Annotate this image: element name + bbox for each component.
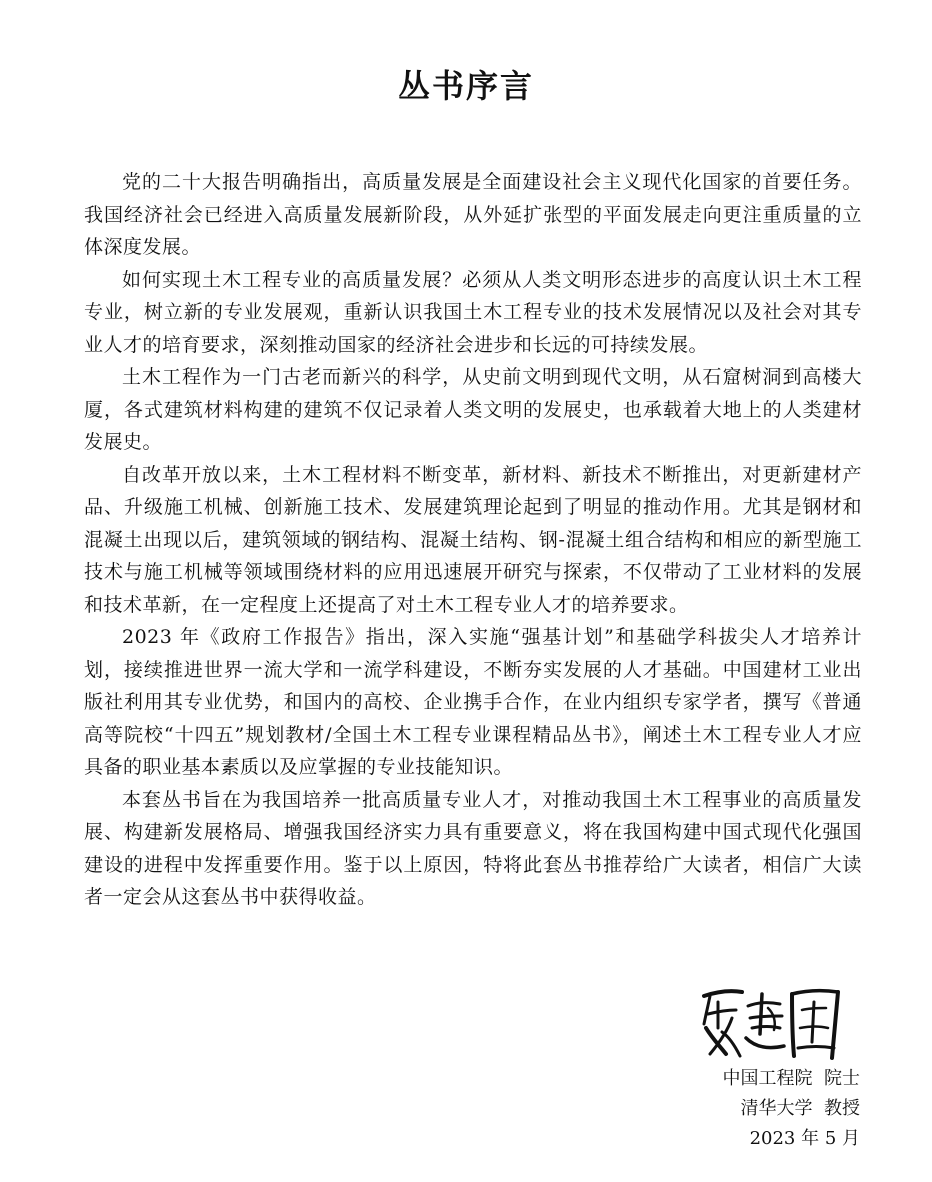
paragraph: 本套丛书旨在为我国培养一批高质量专业人才，对推动我国土木工程事业的高质量发展、构建新发展格局、增强我国经济实力具有重要意义，将在我国构建中国式现代化强国建设的进程中发挥重要作用。鉴于以上原因，特将此套丛书推荐给广大读者，相信广大读者一定会从这套丛书中获得收益。 xyxy=(84,788,862,908)
signoff-block xyxy=(680,1064,860,1154)
signoff-university: 清华大学 教授 xyxy=(740,1098,860,1119)
paragraph: 土木工程作为一门古老而新兴的科学，从史前文明到现代文明，从石窟树洞到高楼大厦，各式建筑材料构建的建筑不仅记录着人类文明的发展史，也承载着大地上的人类建材发展史。 xyxy=(84,366,862,453)
paragraph: 如何实现土木工程专业的高质量发展？必须从人类文明形态进步的高度认识土木工程专业，树立新的专业发展观，重新认识我国土木工程专业的技术发展情况以及社会对其专业人才的培育要求，深刻推动国家的经济社会进步和长远的可持续发展。 xyxy=(84,268,862,356)
paragraph: 2023 年《政府工作报告》指出，深入实施“强基计划”和基础学科拔尖人才培养计划，接续推进世界一流大学和一流学科建设，不断夯实发展的人才基础。中国建材工业出版社利用其专业优势，和国内的高校、企业携手合作，在业内组织专家学者，撰写《普通高等院校“十四五”规划教材/全国土木工程专业课程精品丛书》，阐述土木工程专业人才应具备的职业基本素质以及应掌握的专业技能知识。 xyxy=(84,626,862,778)
paragraph: 自改革开放以来，土木工程材料不断变革，新材料、新技术不断推出，对更新建材产品、升级施工机械、创新施工技术、发展建筑理论起到了明显的推动作用。尤其是钢材和混凝土出现以后，建筑领域的钢结构、混凝土结构、钢-混凝土组合结构和相应的新型施工技术与施工机械等领域围绕材料的应用迅速展开研究与探索，不仅带动了工业材料的发展和技术革新，在一定程度上还提高了对土木工程专业人才的培养要求。 xyxy=(84,463,862,616)
paragraph: 党的二十大报告明确指出，高质量发展是全面建设社会主义现代化国家的首要任务。我国经济社会已经进入高质量发展新阶段，从外延扩张型的平面发展走向更注重质量的立体深度发展。 xyxy=(84,171,862,258)
signoff-academy: 中国工程院 院士 xyxy=(722,1068,860,1089)
handwritten-signature xyxy=(696,984,846,1062)
page-title: 丛书序言 xyxy=(397,67,534,105)
preface-body xyxy=(84,166,862,914)
signoff-date: 2023 年 5 月 xyxy=(749,1128,860,1149)
